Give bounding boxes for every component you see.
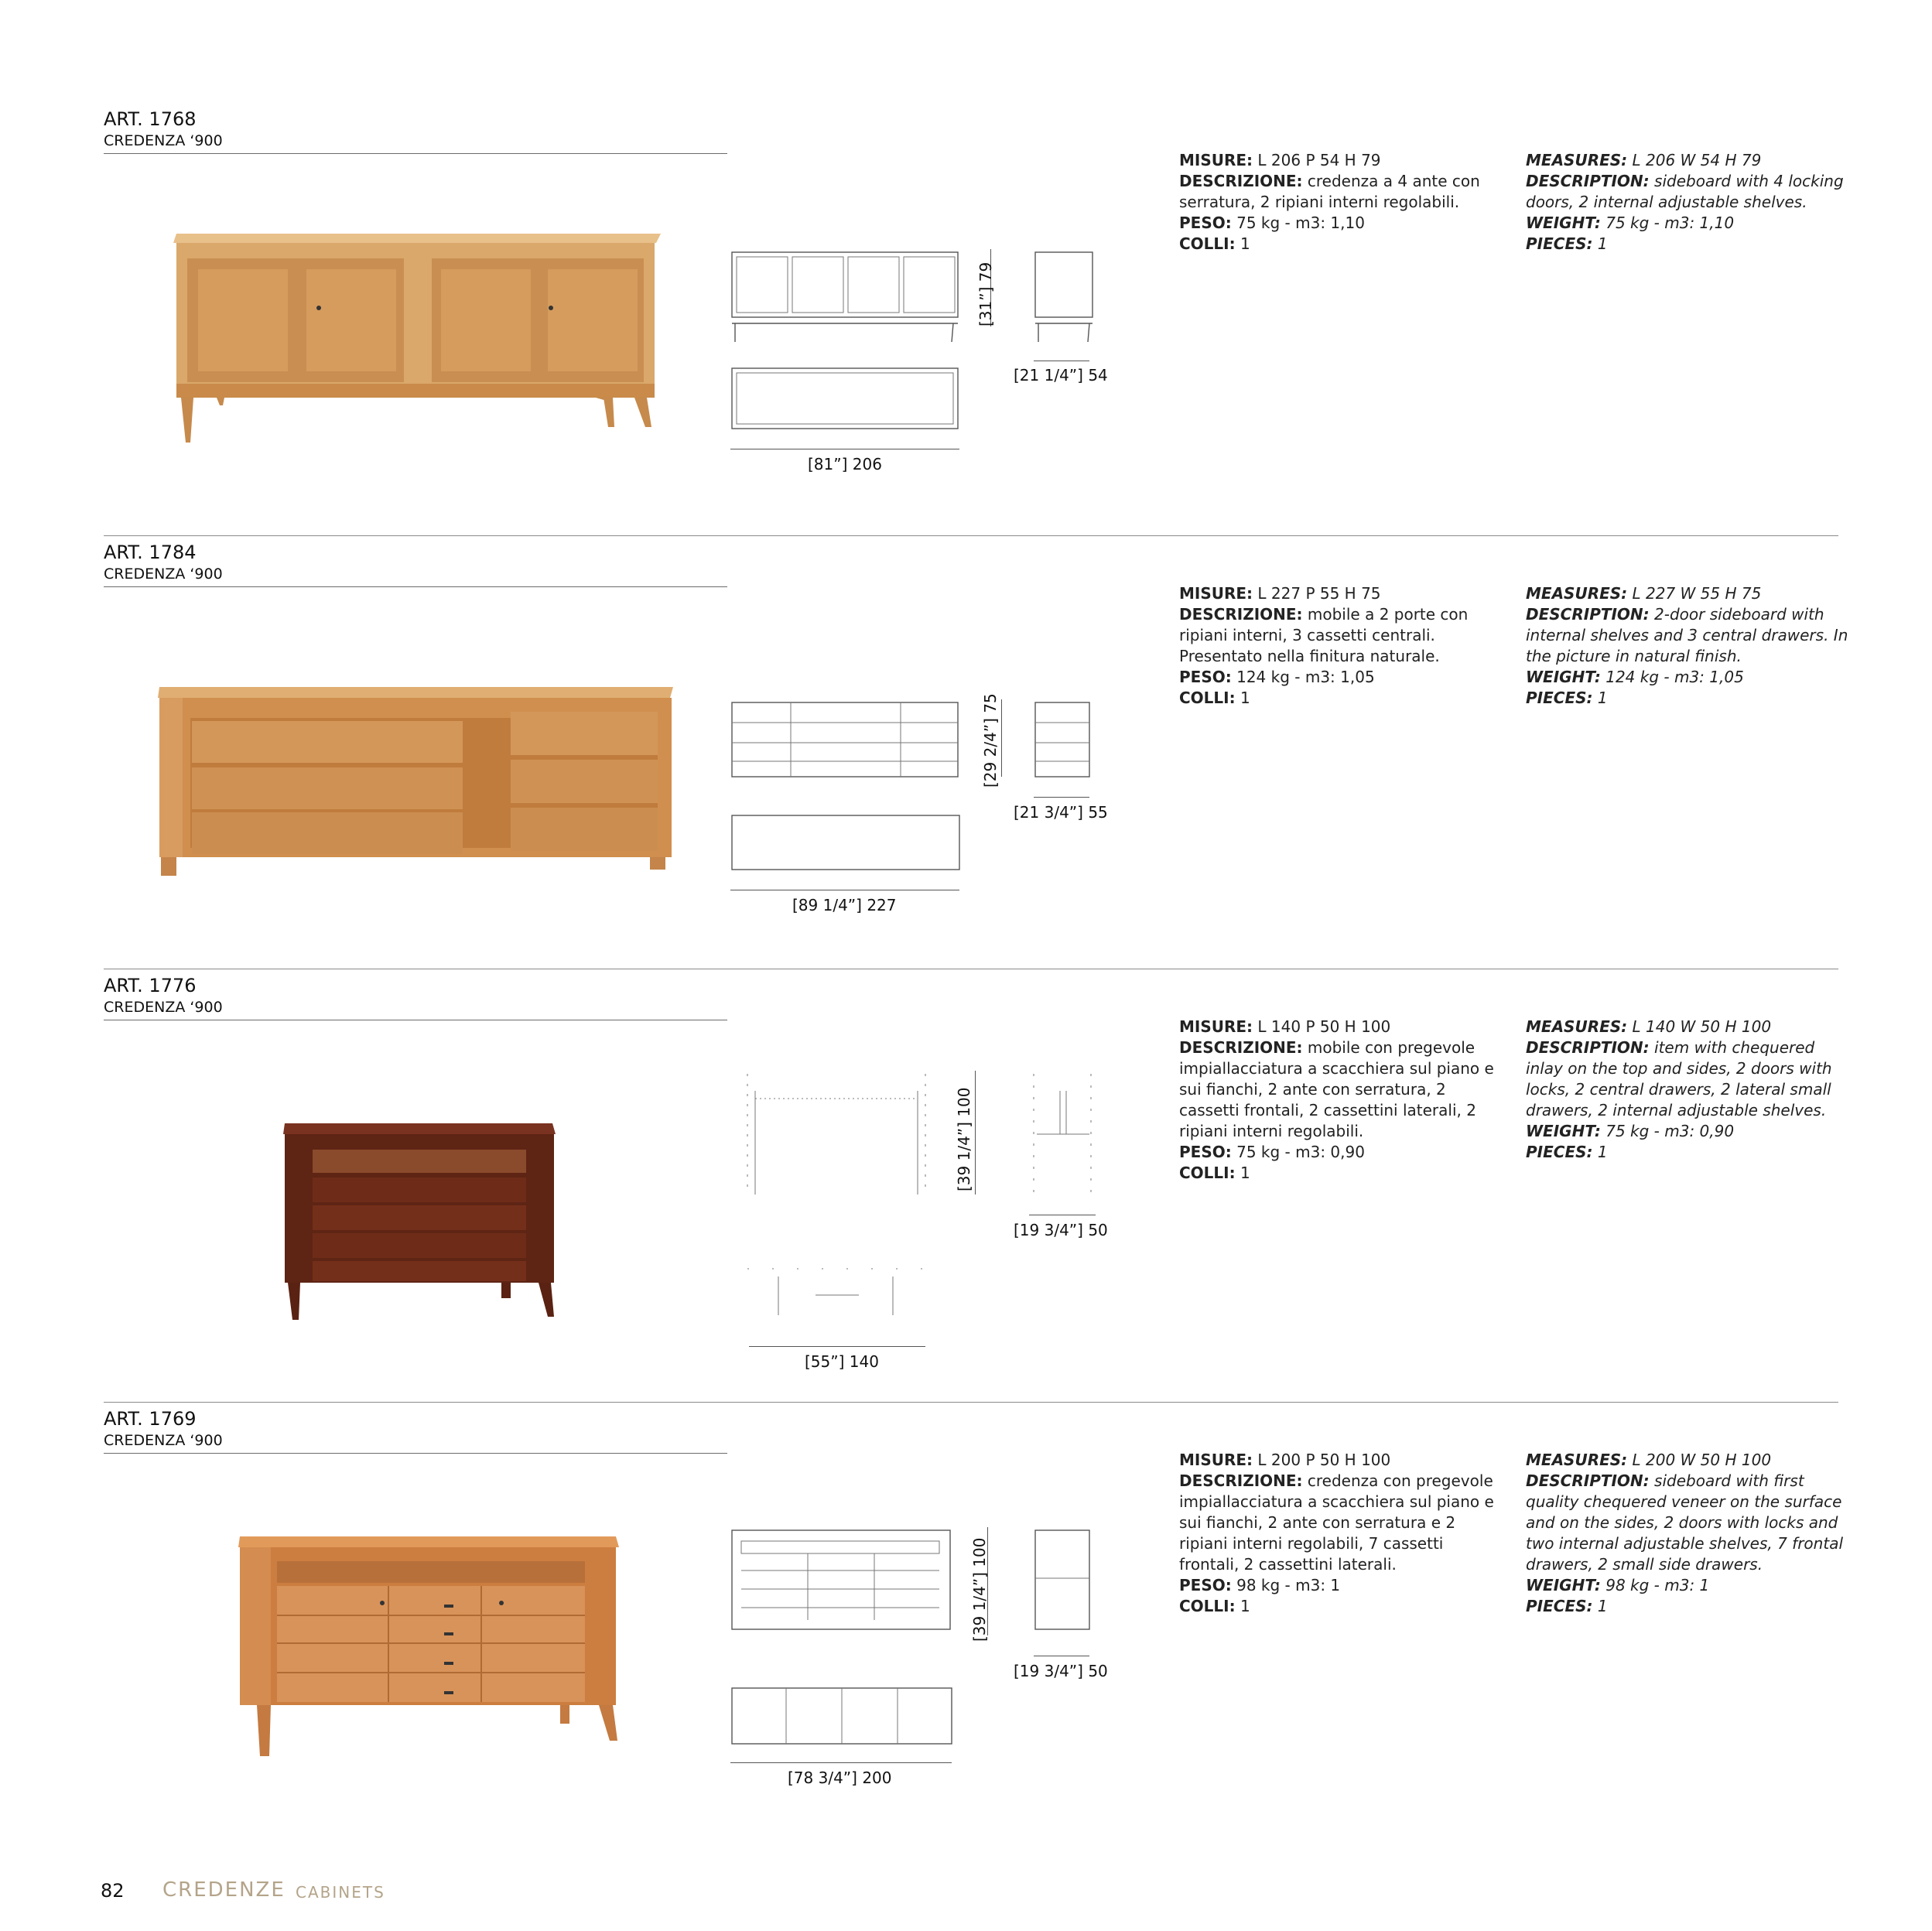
article-number: ART. 1769 [104,1408,197,1430]
info-english: MEASURES: L 200 W 50 H 100 DESCRIPTION: sideboard with first quality chequered veneer on the surface and on the sides, 2 doors with locks and two internal adjustable shelves, 7 frontal drawers, 2 small side drawers. WEIGHT: 98 kg - m3: 1 PIECES: 1 [1526,1451,1843,1615]
product-photo [237,1532,624,1764]
product-photo [155,681,681,882]
info-italian: MISURE: L 227 P 55 H 75 DESCRIZIONE: mobile a 2 porte con ripiani interni, 3 cassetti centrali. Presentato nella finitura naturale. PESO: 124 kg - m3: 1,05 COLLI: 1 [1179,584,1469,707]
height-dimension: [39 1/4”] 100 [970,1537,989,1642]
info-italian: MISURE: L 206 P 54 H 79 DESCRIZIONE: credenza a 4 ante con serratura, 2 ripiani interni regolabili. PESO: 75 kg - m3: 1,10 COLLI: 1 [1179,151,1480,253]
article-name: CREDENZA ‘900 [104,1432,223,1449]
article-number: ART. 1784 [104,542,197,563]
front-view-drawing [730,249,963,345]
front-view-drawing [730,1527,955,1635]
section-divider [104,1402,1838,1403]
dimension-line [730,1762,952,1763]
article-name: CREDENZA ‘900 [104,566,223,583]
product-photo [282,1119,560,1328]
info-italian: MISURE: L 200 P 50 H 100 DESCRIZIONE: credenza con pregevole impiallacciatura a scacchiera sul piano e sui fianchi, 2 ante con serratura e 2 ripiani interni regolabili, 7 cassetti frontali, 2 cassettini laterali. PESO: 98 kg - m3: 1 COLLI: 1 [1179,1451,1494,1615]
side-view-drawing [1034,249,1096,345]
dimension-line [749,1346,925,1347]
depth-dimension: [19 3/4”] 50 [1014,1662,1108,1680]
info-english: MEASURES: L 140 W 50 H 100 DESCRIPTION: item with chequered inlay on the top and sides, 2 doors with locks, 2 central drawers, 2 lateral small drawers, 2 internal adjustable shelves. WEIGHT: 75 kg - m3: 0,90 PIECES: 1 [1526,1017,1832,1161]
title-rule [104,1453,727,1454]
section-title-english: CABINETS [296,1883,385,1902]
title-rule [104,153,727,154]
front-view-drawing [730,699,963,780]
height-dimension: [39 1/4”] 100 [955,1087,973,1191]
page-number: 82 [101,1880,125,1902]
article-name: CREDENZA ‘900 [104,999,223,1016]
info-english: MEASURES: L 206 W 54 H 79 DESCRIPTION: sideboard with 4 locking doors, 2 internal adjustable shelves. WEIGHT: 75 kg - m3: 1,10 PIECES: 1 [1526,151,1844,253]
dimension-line [975,1071,976,1194]
section-divider [104,535,1838,536]
width-dimension: [78 3/4”] 200 [788,1769,892,1787]
top-view-drawing [730,367,963,432]
article-name: CREDENZA ‘900 [104,132,223,149]
product-photo [170,224,665,449]
article-number: ART. 1776 [104,975,197,996]
info-english: MEASURES: L 227 W 55 H 75 DESCRIPTION: 2-door sideboard with internal shelves and 3 central drawers. In the picture in natural finish. WEIGHT: 124 kg - m3: 1,05 PIECES: 1 [1526,584,1848,707]
height-dimension: [29 2/4”] 75 [981,693,1000,788]
depth-dimension: [21 3/4”] 55 [1014,803,1108,822]
info-italian: MISURE: L 140 P 50 H 100 DESCRIZIONE: mobile con pregevole impiallacciatura a scacchiera sul piano e sui fianchi, 2 ante con serratura, 2 cassetti frontali, 2 cassettini laterali, 2 ripiani interni regolabili. PESO: 75 kg - m3: 0,90 COLLI: 1 [1179,1017,1494,1182]
top-view-drawing [746,1261,932,1323]
top-view-drawing [730,1687,955,1748]
depth-dimension: [21 1/4”] 54 [1014,366,1108,384]
dimension-line [1001,699,1002,777]
title-rule [104,586,727,587]
side-view-drawing [1034,1527,1096,1635]
side-view-drawing [1034,699,1096,780]
height-dimension: [31”] 79 [976,261,995,326]
width-dimension: [89 1/4”] 227 [792,896,897,914]
width-dimension: [81”] 206 [808,455,882,473]
top-view-drawing [730,814,963,873]
article-number: ART. 1768 [104,108,197,130]
dimension-line [1034,797,1089,798]
width-dimension: [55”] 140 [805,1352,879,1371]
side-view-drawing [1029,1071,1099,1199]
section-title-italian: CREDENZE [162,1878,286,1902]
front-view-drawing [746,1071,932,1199]
depth-dimension: [19 3/4”] 50 [1014,1221,1108,1239]
